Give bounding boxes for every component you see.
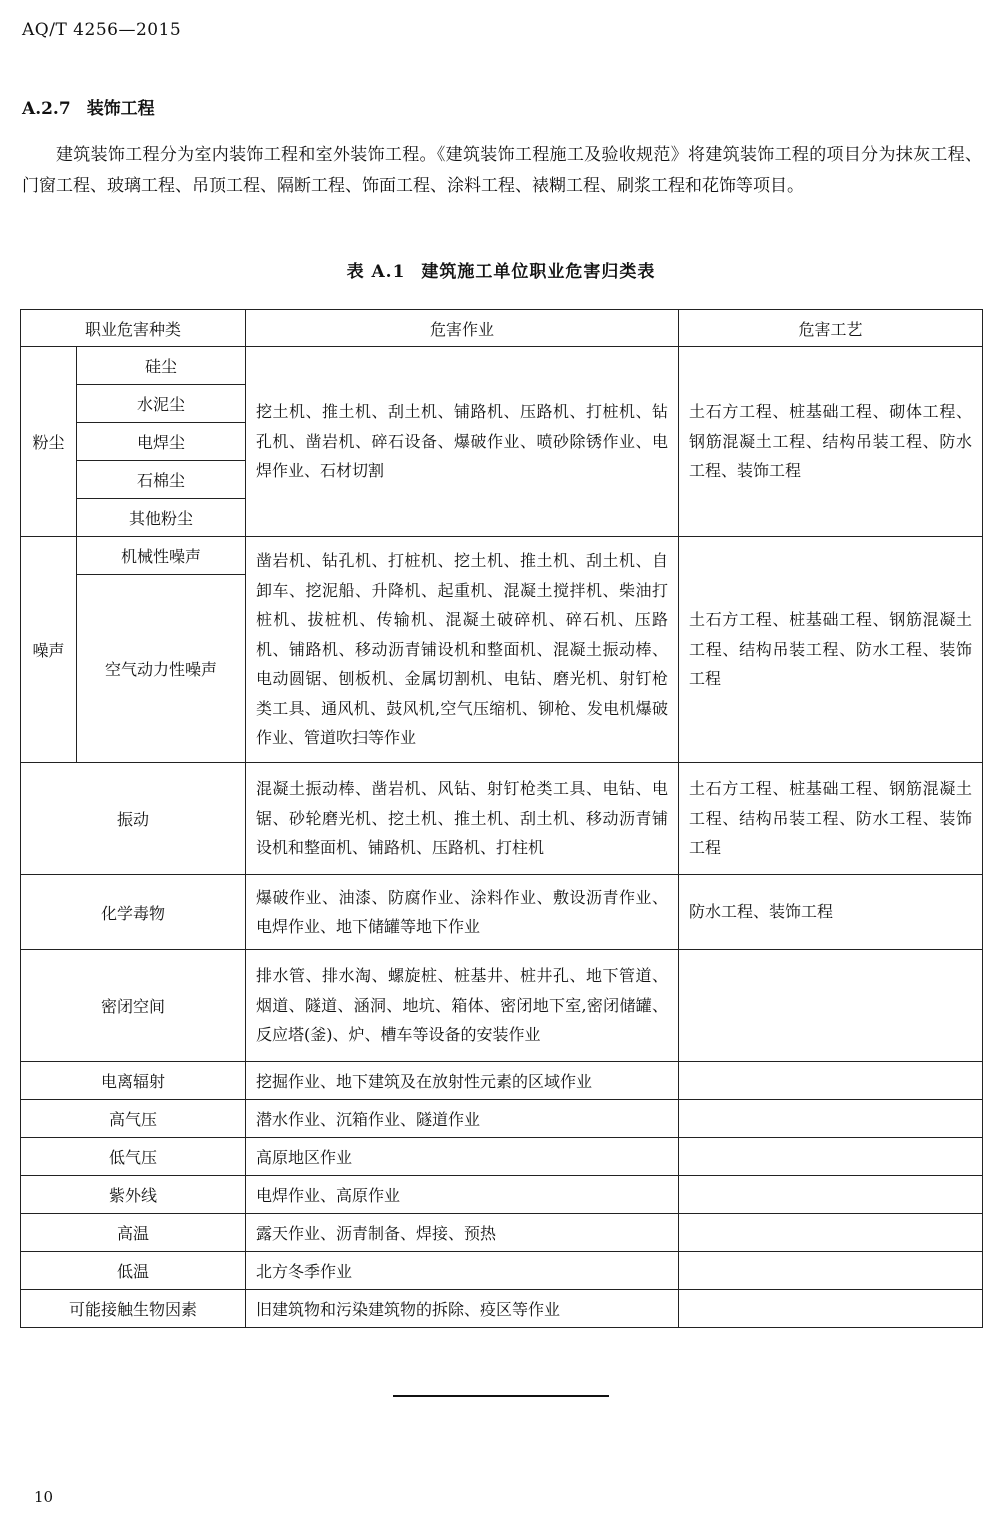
- operations-cell: 露天作业、沥青制备、焊接、预热: [246, 1214, 679, 1252]
- section-title: 装饰工程: [86, 99, 155, 119]
- category-cell: 可能接触生物因素: [21, 1290, 246, 1328]
- processes-cell: [679, 1214, 983, 1252]
- header-operations: 危害作业: [246, 310, 679, 347]
- table-row: [21, 1100, 983, 1138]
- operations-cell: 电焊作业、高原作业: [246, 1176, 679, 1214]
- dust-subtype: 水泥尘: [77, 385, 246, 423]
- section-number: A.2.7: [22, 99, 71, 119]
- table-row: [21, 763, 983, 875]
- processes-cell: [679, 1100, 983, 1138]
- table-row: [21, 1062, 983, 1100]
- noise-operations: 凿岩机、钻孔机、打桩机、挖土机、推土机、刮土机、自卸车、挖泥船、升降机、起重机、混凝土搅拌机、柴油打桩机、拔桩机、传输机、混凝土破碎机、碎石机、压路机、铺路机、移动沥青铺设机和整面机、混凝土振动棒、电动圆锯、刨板机、金属切割机、电钻、磨光机、射钉枪类工具、通风机、鼓风机,空气压缩机、铆枪、发电机爆破作业、管道吹扫等作业: [256, 551, 669, 748]
- section-heading: [22, 94, 155, 119]
- operations-cell: 北方冬季作业: [246, 1252, 679, 1290]
- table-row: [21, 1214, 983, 1252]
- table-title-text: 建筑施工单位职业危害归类表: [421, 262, 656, 282]
- table-row: [21, 1252, 983, 1290]
- noise-operations-cell: [246, 537, 679, 763]
- processes-cell: [679, 1290, 983, 1328]
- table-row: [21, 1176, 983, 1214]
- table-row: [21, 875, 983, 950]
- category-cell: 电离辐射: [21, 1062, 246, 1100]
- hazard-classification-table: [20, 309, 983, 1328]
- category-cell: 低温: [21, 1252, 246, 1290]
- group-noise: 噪声: [21, 537, 77, 763]
- table-row: [21, 1138, 983, 1176]
- dust-operations-cell: [246, 347, 679, 537]
- table-row: [21, 1290, 983, 1328]
- vibration-processes-cell: [679, 763, 983, 875]
- dust-processes: 土石方工程、桩基础工程、砌体工程、钢筋混凝土工程、结构吊装工程、防水工程、装饰工程: [689, 402, 973, 481]
- dust-operations: 挖土机、推土机、刮土机、铺路机、压路机、打桩机、钻孔机、凿岩机、碎石设备、爆破作业、喷砂除锈作业、电焊作业、石材切割: [256, 402, 669, 481]
- table-title: [0, 257, 1002, 282]
- category-cell: 高温: [21, 1214, 246, 1252]
- end-of-document-rule: [393, 1395, 609, 1397]
- noise-subtype: 空气动力性噪声: [77, 575, 246, 763]
- dust-subtype: 石棉尘: [77, 461, 246, 499]
- standard-code-header: AQ/T 4256—2015: [22, 20, 182, 40]
- dust-subtype: 其他粉尘: [77, 499, 246, 537]
- operations-cell: 旧建筑物和污染建筑物的拆除、疫区等作业: [246, 1290, 679, 1328]
- chemical-operations: 爆破作业、油漆、防腐作业、涂料作业、敷设沥青作业、电焊作业、地下储罐等地下作业: [256, 887, 669, 936]
- page-number: 10: [34, 1488, 54, 1506]
- noise-subtype: 机械性噪声: [77, 537, 246, 575]
- section-paragraph-block: [22, 140, 982, 202]
- noise-processes-cell: [679, 537, 983, 763]
- category-vibration: 振动: [21, 763, 246, 875]
- dust-subtype: 硅尘: [77, 347, 246, 385]
- header-processes: 危害工艺: [679, 310, 983, 347]
- header-category: 职业危害种类: [21, 310, 246, 347]
- chemical-operations-cell: [246, 875, 679, 950]
- table-number: 表 A.1: [346, 262, 406, 282]
- operations-cell: 潜水作业、沉箱作业、隧道作业: [246, 1100, 679, 1138]
- chemical-processes-cell: [679, 875, 983, 950]
- chemical-processes: 防水工程、装饰工程: [689, 902, 834, 922]
- category-confined-space: 密闭空间: [21, 950, 246, 1062]
- table-row: [21, 537, 983, 575]
- processes-cell: [679, 1176, 983, 1214]
- table-row: [21, 950, 983, 1062]
- processes-cell: [679, 1062, 983, 1100]
- noise-processes: 土石方工程、桩基础工程、钢筋混凝土工程、结构吊装工程、防水工程、装饰工程: [689, 610, 973, 689]
- table-row: [21, 347, 983, 385]
- section-paragraph: 建筑装饰工程分为室内装饰工程和室外装饰工程。《建筑装饰工程施工及验收规范》将建筑装饰工程的项目分为抹灰工程、门窗工程、玻璃工程、吊顶工程、隔断工程、饰面工程、涂料工程、裱糊工程、刷浆工程和花饰等项目。: [22, 145, 982, 196]
- category-cell: 低气压: [21, 1138, 246, 1176]
- dust-subtype: 电焊尘: [77, 423, 246, 461]
- operations-cell: 高原地区作业: [246, 1138, 679, 1176]
- group-dust: 粉尘: [21, 347, 77, 537]
- dust-processes-cell: [679, 347, 983, 537]
- confined-operations: 排水管、排水淘、螺旋桩、桩基井、桩井孔、地下管道、烟道、隧道、涵洞、地坑、箱体、密闭地下室,密闭储罐、反应塔(釜)、炉、槽车等设备的安装作业: [256, 966, 669, 1045]
- confined-processes: [679, 950, 983, 1062]
- processes-cell: [679, 1138, 983, 1176]
- vibration-processes: 土石方工程、桩基础工程、钢筋混凝土工程、结构吊装工程、防水工程、装饰工程: [689, 779, 973, 858]
- operations-cell: 挖掘作业、地下建筑及在放射性元素的区域作业: [246, 1062, 679, 1100]
- confined-operations-cell: [246, 950, 679, 1062]
- category-cell: 高气压: [21, 1100, 246, 1138]
- vibration-operations-cell: [246, 763, 679, 875]
- table-header-row: [21, 310, 983, 347]
- category-cell: 紫外线: [21, 1176, 246, 1214]
- category-chemical: 化学毒物: [21, 875, 246, 950]
- vibration-operations: 混凝土振动棒、凿岩机、风钻、射钉枪类工具、电钻、电锯、砂轮磨光机、挖土机、推土机、刮土机、移动沥青铺设机和整面机、铺路机、压路机、打柱机: [256, 779, 669, 858]
- processes-cell: [679, 1252, 983, 1290]
